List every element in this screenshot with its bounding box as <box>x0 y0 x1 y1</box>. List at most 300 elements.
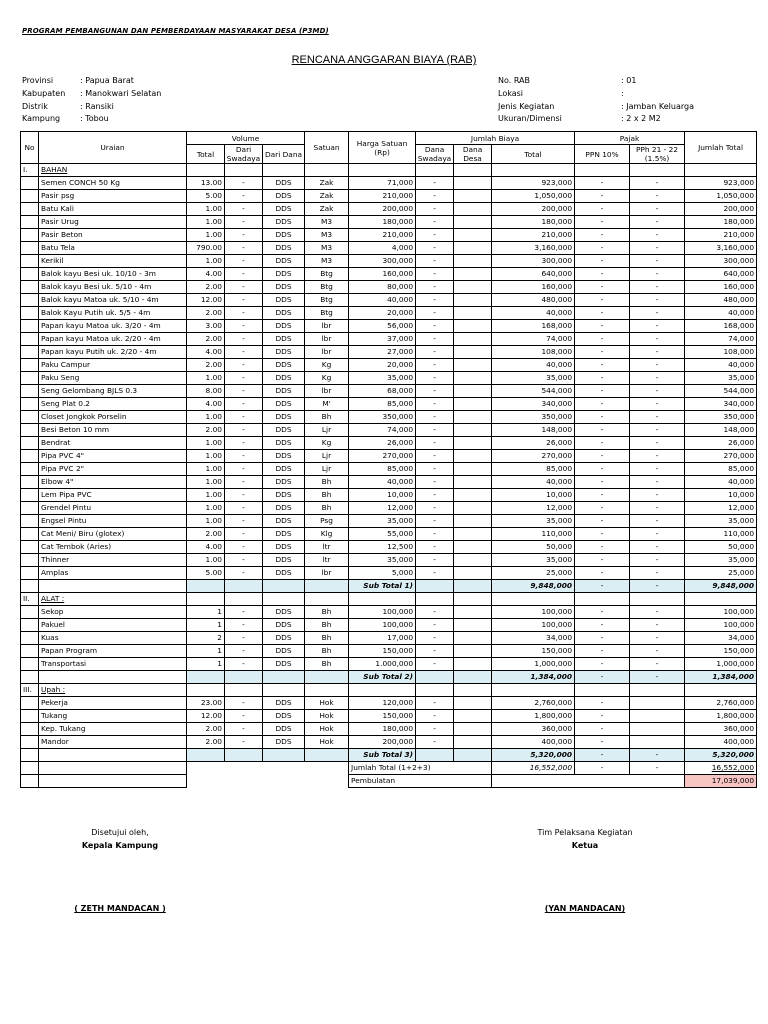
cell-uraian: Amplas <box>39 567 187 580</box>
jumlah-total-row <box>21 762 757 775</box>
cell-pph: - <box>630 242 685 255</box>
cell-pph: - <box>630 398 685 411</box>
cell-ppn: - <box>575 463 630 476</box>
cell-dari-dana: DDS <box>263 268 305 281</box>
cell-pph: - <box>630 632 685 645</box>
empty-cell <box>21 749 39 762</box>
cell-dari-dana: DDS <box>263 450 305 463</box>
cell-vol-total: 8.00 <box>187 385 225 398</box>
cell-no <box>21 229 39 242</box>
cell-dana-desa <box>454 372 492 385</box>
cell-harga-satuan: 35,000 <box>349 372 416 385</box>
cell-dari-swadaya: - <box>225 333 263 346</box>
info-row-provinsi <box>22 75 161 88</box>
cell-jumlah-total: 110,000 <box>685 528 757 541</box>
cell-uraian: Kerikil <box>39 255 187 268</box>
cell-jumlah-total: 2,760,000 <box>685 697 757 710</box>
cell-harga-satuan: 210,000 <box>349 229 416 242</box>
cell-no <box>21 177 39 190</box>
cell-jumlah-total: 640,000 <box>685 268 757 281</box>
cell-uraian: Elbow 4" <box>39 476 187 489</box>
cell-dari-dana: DDS <box>263 515 305 528</box>
cell-vol-total: 2 <box>187 632 225 645</box>
cell-no <box>21 736 39 749</box>
cell-ppn: - <box>575 216 630 229</box>
empty-cell <box>454 749 492 762</box>
table-row <box>21 437 757 450</box>
cell-pph: - <box>630 294 685 307</box>
cell-jumlah-total: 34,000 <box>685 632 757 645</box>
cell-jumlah-total: 74,000 <box>685 333 757 346</box>
cell-dari-dana: DDS <box>263 190 305 203</box>
cell-dana-swadaya: - <box>416 515 454 528</box>
header-pajak: Pajak <box>575 132 685 145</box>
cell-harga-satuan: 1.000,000 <box>349 658 416 671</box>
cell-dari-swadaya: - <box>225 710 263 723</box>
cell-no <box>21 398 39 411</box>
cell-harga-satuan: 100,000 <box>349 606 416 619</box>
cell-jumlah-total: 340,000 <box>685 398 757 411</box>
cell-no <box>21 645 39 658</box>
cell-satuan: Bh <box>305 606 349 619</box>
cell-dari-dana: DDS <box>263 658 305 671</box>
cell-ppn: - <box>575 710 630 723</box>
cell-jb-total: 168,000 <box>492 320 575 333</box>
empty-cell <box>305 593 349 606</box>
cell-jumlah-total: 100,000 <box>685 619 757 632</box>
cell-ppn: - <box>575 645 630 658</box>
cell-no <box>21 502 39 515</box>
cell-uraian: Tukang <box>39 710 187 723</box>
cell-harga-satuan: 71,000 <box>349 177 416 190</box>
cell-harga-satuan: 4,000 <box>349 242 416 255</box>
cell-no <box>21 190 39 203</box>
cell-dana-desa <box>454 359 492 372</box>
cell-harga-satuan: 12,500 <box>349 541 416 554</box>
cell-satuan: M' <box>305 398 349 411</box>
empty-cell <box>305 749 349 762</box>
cell-jumlah-total: 10,000 <box>685 489 757 502</box>
cell-pph <box>630 697 685 710</box>
cell-vol-total: 2.00 <box>187 723 225 736</box>
cell-dana-swadaya: - <box>416 229 454 242</box>
cell-dari-swadaya: - <box>225 216 263 229</box>
cell-dari-dana: DDS <box>263 463 305 476</box>
jumlah-total-sum: 16,552,000 <box>685 762 757 775</box>
cell-harga-satuan: 20,000 <box>349 359 416 372</box>
cell-vol-total: 1.00 <box>187 229 225 242</box>
pembulatan-label: Pembulatan <box>349 775 492 788</box>
cell-dari-swadaya: - <box>225 242 263 255</box>
cell-ppn: - <box>575 515 630 528</box>
cell-no <box>21 515 39 528</box>
cell-dari-dana: DDS <box>263 203 305 216</box>
subtotal-row <box>21 671 757 684</box>
cell-dana-swadaya: - <box>416 437 454 450</box>
cell-jb-total: 180,000 <box>492 216 575 229</box>
cell-vol-total: 4.00 <box>187 268 225 281</box>
cell-dana-desa <box>454 346 492 359</box>
cell-dari-dana: DDS <box>263 359 305 372</box>
cell-satuan: lbr <box>305 333 349 346</box>
cell-jumlah-total: 150,000 <box>685 645 757 658</box>
table-row <box>21 515 757 528</box>
section-number: I. <box>21 164 39 177</box>
cell-dana-desa <box>454 463 492 476</box>
cell-pph: - <box>630 554 685 567</box>
cell-vol-total: 1 <box>187 606 225 619</box>
cell-dari-dana: DDS <box>263 424 305 437</box>
info-label: Lokasi <box>498 88 523 98</box>
table-row <box>21 294 757 307</box>
header-volume: Volume <box>187 132 305 145</box>
cell-dari-swadaya: - <box>225 632 263 645</box>
cell-vol-total: 1.00 <box>187 203 225 216</box>
table-row <box>21 255 757 268</box>
cell-dari-dana: DDS <box>263 242 305 255</box>
empty-cell <box>454 580 492 593</box>
info-label: Kabupaten <box>22 88 66 98</box>
empty-cell <box>187 762 349 775</box>
cell-uraian: Balok kayu Matoa uk. 5/10 - 4m <box>39 294 187 307</box>
cell-jumlah-total: 160,000 <box>685 281 757 294</box>
cell-satuan: Hok <box>305 710 349 723</box>
subtotal-ppn: - <box>575 671 630 684</box>
empty-cell <box>225 684 263 697</box>
cell-vol-total: 1.00 <box>187 554 225 567</box>
cell-satuan: Hok <box>305 697 349 710</box>
cell-satuan: Hok <box>305 723 349 736</box>
cell-dana-desa <box>454 437 492 450</box>
cell-no <box>21 372 39 385</box>
subtotal-ppn: - <box>575 749 630 762</box>
cell-ppn: - <box>575 411 630 424</box>
cell-dari-dana: DDS <box>263 645 305 658</box>
cell-dari-swadaya: - <box>225 463 263 476</box>
empty-cell <box>187 684 225 697</box>
table-row <box>21 736 757 749</box>
empty-cell <box>685 593 757 606</box>
cell-dana-swadaya: - <box>416 463 454 476</box>
cell-jb-total: 360,000 <box>492 723 575 736</box>
cell-dana-desa <box>454 502 492 515</box>
cell-dana-swadaya: - <box>416 398 454 411</box>
cell-dari-swadaya: - <box>225 502 263 515</box>
cell-ppn: - <box>575 606 630 619</box>
info-row-no-rab <box>498 75 694 88</box>
cell-dana-desa <box>454 528 492 541</box>
cell-pph: - <box>630 320 685 333</box>
cell-dari-swadaya: - <box>225 489 263 502</box>
cell-dana-desa <box>454 320 492 333</box>
cell-harga-satuan: 150,000 <box>349 710 416 723</box>
cell-uraian: Bendrat <box>39 437 187 450</box>
cell-satuan: M3 <box>305 216 349 229</box>
cell-jumlah-total: 35,000 <box>685 554 757 567</box>
cell-vol-total: 4.00 <box>187 541 225 554</box>
section-header-row <box>21 593 757 606</box>
cell-satuan: Btg <box>305 307 349 320</box>
cell-dari-swadaya: - <box>225 398 263 411</box>
cell-dana-swadaya: - <box>416 268 454 281</box>
cell-dana-desa <box>454 281 492 294</box>
cell-ppn: - <box>575 658 630 671</box>
empty-cell <box>305 580 349 593</box>
info-left <box>22 75 161 126</box>
cell-dari-swadaya: - <box>225 658 263 671</box>
cell-harga-satuan: 150,000 <box>349 645 416 658</box>
empty-cell <box>39 775 187 788</box>
cell-satuan: Bh <box>305 645 349 658</box>
empty-cell <box>263 164 305 177</box>
cell-dana-swadaya: - <box>416 528 454 541</box>
cell-no <box>21 268 39 281</box>
cell-dana-desa <box>454 736 492 749</box>
info-label: Kampung <box>22 114 61 124</box>
cell-dari-dana: DDS <box>263 385 305 398</box>
signature-right-role: Ketua <box>571 841 599 850</box>
cell-dana-desa <box>454 411 492 424</box>
cell-vol-total: 1.00 <box>187 411 225 424</box>
cell-jb-total: 1,800,000 <box>492 710 575 723</box>
cell-no <box>21 242 39 255</box>
cell-dari-swadaya: - <box>225 372 263 385</box>
cell-dari-dana: DDS <box>263 502 305 515</box>
cell-dari-swadaya: - <box>225 645 263 658</box>
cell-no <box>21 346 39 359</box>
cell-dari-dana: DDS <box>263 736 305 749</box>
cell-vol-total: 2.00 <box>187 359 225 372</box>
cell-jb-total: 40,000 <box>492 359 575 372</box>
empty-cell <box>349 684 416 697</box>
section-title: BAHAN <box>39 164 187 177</box>
empty-cell <box>39 749 187 762</box>
cell-dana-swadaya: - <box>416 606 454 619</box>
table-row <box>21 229 757 242</box>
cell-jb-total: 270,000 <box>492 450 575 463</box>
cell-uraian: Papan kayu Matoa uk. 2/20 - 4m <box>39 333 187 346</box>
cell-harga-satuan: 35,000 <box>349 554 416 567</box>
cell-dana-swadaya: - <box>416 697 454 710</box>
cell-jb-total: 35,000 <box>492 372 575 385</box>
cell-dari-swadaya: - <box>225 203 263 216</box>
cell-vol-total: 1.00 <box>187 216 225 229</box>
empty-cell <box>39 580 187 593</box>
cell-vol-total: 2.00 <box>187 528 225 541</box>
cell-pph: - <box>630 177 685 190</box>
cell-dana-swadaya: - <box>416 346 454 359</box>
cell-dari-dana: DDS <box>263 697 305 710</box>
cell-pph: - <box>630 281 685 294</box>
cell-dari-swadaya: - <box>225 177 263 190</box>
cell-pph <box>630 736 685 749</box>
cell-ppn: - <box>575 385 630 398</box>
table-row <box>21 489 757 502</box>
cell-dari-dana: DDS <box>263 567 305 580</box>
cell-satuan: Hok <box>305 736 349 749</box>
empty-cell <box>630 593 685 606</box>
cell-pph: - <box>630 645 685 658</box>
cell-dana-desa <box>454 190 492 203</box>
info-row-lokasi <box>498 88 694 101</box>
cell-dari-dana: DDS <box>263 554 305 567</box>
cell-pph <box>630 710 685 723</box>
header-jb-total: Total <box>492 145 575 164</box>
signature-left <box>60 828 180 913</box>
table-row <box>21 619 757 632</box>
cell-satuan: Ljr <box>305 450 349 463</box>
cell-no <box>21 203 39 216</box>
signature-left-name: ( ZETH MANDACAN ) <box>74 904 166 913</box>
cell-uraian: Kuas <box>39 632 187 645</box>
empty-cell <box>225 580 263 593</box>
cell-harga-satuan: 100,000 <box>349 619 416 632</box>
cell-uraian: Pipa PVC 4" <box>39 450 187 463</box>
empty-cell <box>575 593 630 606</box>
cell-dana-swadaya: - <box>416 359 454 372</box>
cell-ppn: - <box>575 619 630 632</box>
cell-uraian: Sekop <box>39 606 187 619</box>
cell-dari-dana: DDS <box>263 476 305 489</box>
cell-jumlah-total: 210,000 <box>685 229 757 242</box>
cell-dari-swadaya: - <box>225 450 263 463</box>
cell-jb-total: 300,000 <box>492 255 575 268</box>
cell-no <box>21 450 39 463</box>
cell-dana-swadaya: - <box>416 658 454 671</box>
cell-jb-total: 108,000 <box>492 346 575 359</box>
subtotal-pph: - <box>630 580 685 593</box>
cell-dari-swadaya: - <box>225 385 263 398</box>
cell-ppn: - <box>575 190 630 203</box>
header-ppn: PPN 10% <box>575 145 630 164</box>
cell-ppn: - <box>575 567 630 580</box>
empty-cell <box>21 762 39 775</box>
cell-dana-desa <box>454 567 492 580</box>
cell-uraian: Lem Pipa PVC <box>39 489 187 502</box>
cell-jumlah-total: 1,800,000 <box>685 710 757 723</box>
cell-uraian: Batu Kali <box>39 203 187 216</box>
cell-dari-swadaya: - <box>225 307 263 320</box>
cell-pph: - <box>630 502 685 515</box>
cell-dana-desa <box>454 515 492 528</box>
cell-no <box>21 320 39 333</box>
cell-dari-swadaya: - <box>225 268 263 281</box>
cell-jumlah-total: 26,000 <box>685 437 757 450</box>
signature-left-text: Disetujui oleh, <box>91 828 149 837</box>
subtotal-row <box>21 580 757 593</box>
cell-pph: - <box>630 255 685 268</box>
empty-cell <box>305 671 349 684</box>
jumlah-total-pph: - <box>630 762 685 775</box>
table-row <box>21 450 757 463</box>
empty-cell <box>454 684 492 697</box>
cell-uraian: Kep. Tukang <box>39 723 187 736</box>
info-value: : Tobou <box>80 114 109 124</box>
cell-jb-total: 544,000 <box>492 385 575 398</box>
cell-no <box>21 424 39 437</box>
info-value: : 01 <box>621 76 637 85</box>
cell-dari-dana: DDS <box>263 255 305 268</box>
cell-dana-swadaya: - <box>416 723 454 736</box>
cell-harga-satuan: 200,000 <box>349 203 416 216</box>
cell-pph: - <box>630 658 685 671</box>
cell-harga-satuan: 27,000 <box>349 346 416 359</box>
signature-right-text: Tim Pelaksana Kegiatan <box>537 828 633 837</box>
info-row-kampung <box>22 113 161 126</box>
empty-cell <box>630 684 685 697</box>
cell-no <box>21 528 39 541</box>
table-row <box>21 723 757 736</box>
cell-jb-total: 40,000 <box>492 307 575 320</box>
cell-jumlah-total: 35,000 <box>685 515 757 528</box>
empty-cell <box>225 593 263 606</box>
info-value: : Manokwari Selatan <box>80 88 162 98</box>
cell-satuan: Bh <box>305 658 349 671</box>
cell-dari-dana: DDS <box>263 216 305 229</box>
cell-satuan: Bh <box>305 476 349 489</box>
cell-satuan: lbr <box>305 567 349 580</box>
cell-jb-total: 200,000 <box>492 203 575 216</box>
cell-jumlah-total: 923,000 <box>685 177 757 190</box>
cell-vol-total: 790.00 <box>187 242 225 255</box>
cell-pph: - <box>630 359 685 372</box>
cell-dana-swadaya: - <box>416 177 454 190</box>
cell-pph: - <box>630 346 685 359</box>
cell-pph: - <box>630 307 685 320</box>
cell-vol-total: 1.00 <box>187 463 225 476</box>
cell-ppn: - <box>575 450 630 463</box>
cell-pph: - <box>630 385 685 398</box>
section-header-row <box>21 684 757 697</box>
cell-harga-satuan: 56,000 <box>349 320 416 333</box>
cell-satuan: Bh <box>305 489 349 502</box>
subtotal-ppn: - <box>575 580 630 593</box>
cell-dari-swadaya: - <box>225 294 263 307</box>
cell-dana-desa <box>454 476 492 489</box>
empty-cell <box>454 164 492 177</box>
cell-dari-swadaya: - <box>225 619 263 632</box>
cell-dana-desa <box>454 658 492 671</box>
empty-cell <box>187 164 225 177</box>
cell-jumlah-total: 40,000 <box>685 307 757 320</box>
cell-dana-desa <box>454 229 492 242</box>
cell-no <box>21 307 39 320</box>
cell-satuan: Zak <box>305 190 349 203</box>
cell-ppn: - <box>575 203 630 216</box>
header-uraian: Uraian <box>39 132 187 164</box>
cell-harga-satuan: 40,000 <box>349 476 416 489</box>
cell-dari-dana: DDS <box>263 619 305 632</box>
pembulatan-row <box>21 775 757 788</box>
cell-vol-total: 5.00 <box>187 567 225 580</box>
cell-dari-swadaya: - <box>225 515 263 528</box>
cell-vol-total: 1 <box>187 619 225 632</box>
empty-cell <box>21 580 39 593</box>
cell-jb-total: 100,000 <box>492 619 575 632</box>
cell-vol-total: 1.00 <box>187 372 225 385</box>
cell-ppn: - <box>575 307 630 320</box>
subtotal-label: Sub Total 3) <box>349 749 416 762</box>
cell-jumlah-total: 1,000,000 <box>685 658 757 671</box>
empty-cell <box>225 164 263 177</box>
cell-satuan: Zak <box>305 203 349 216</box>
cell-pph: - <box>630 489 685 502</box>
cell-harga-satuan: 85,000 <box>349 398 416 411</box>
cell-jb-total: 12,000 <box>492 502 575 515</box>
cell-harga-satuan: 35,000 <box>349 515 416 528</box>
cell-vol-total: 2.00 <box>187 281 225 294</box>
cell-dari-swadaya: - <box>225 346 263 359</box>
